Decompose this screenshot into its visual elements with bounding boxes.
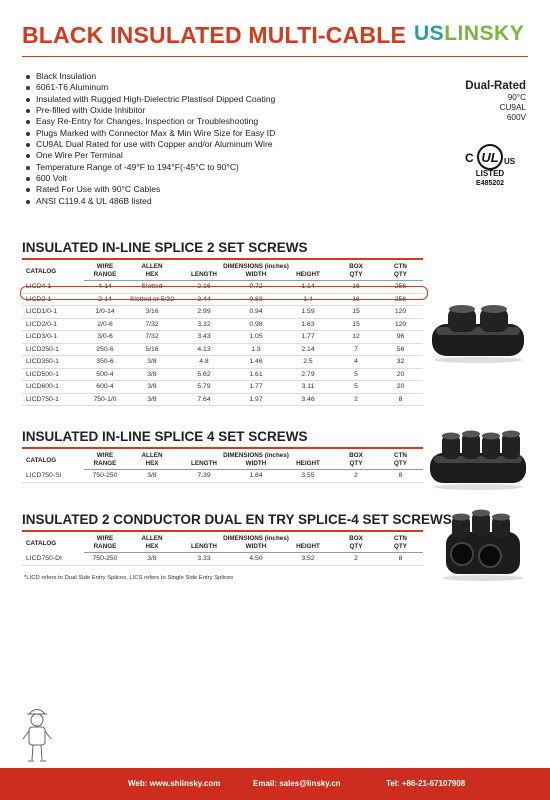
table-cell: 7/32	[126, 331, 178, 344]
table-row	[22, 368, 423, 381]
bullet-icon	[26, 109, 30, 113]
footer-email[interactable]: Email: sales@linsky.cn	[253, 779, 341, 788]
table-cell: 5.79	[178, 381, 230, 394]
col-catalog: CATALOG	[26, 456, 57, 464]
table-cell: 750-250	[84, 470, 126, 483]
table-cell: 4.8	[178, 356, 230, 369]
section-divider	[22, 258, 423, 260]
table-cell: 20	[378, 368, 423, 381]
table-cell: 1.05	[230, 331, 282, 344]
feature-item: Temperature Range of -49°F to 194°F(-45°C to 90°C)	[26, 162, 275, 173]
table-cell: 3/8	[126, 368, 178, 381]
table-cell: 2.16	[178, 281, 230, 294]
svg-text:UL: UL	[481, 150, 499, 165]
col-ctn: CTN	[394, 535, 407, 542]
col-box: BOX	[349, 535, 363, 542]
table-cell: 2	[334, 393, 378, 406]
table-cell: 3/16	[126, 306, 178, 319]
table-cell: 750-250	[84, 553, 126, 566]
table-cell: 2.14	[282, 343, 334, 356]
table-cell: 1.59	[282, 306, 334, 319]
table-cell: 4.13	[178, 343, 230, 356]
rating-line: 90°C	[507, 93, 526, 102]
table-row	[22, 356, 423, 369]
table-cell: 56	[378, 343, 423, 356]
table-cell: 2.99	[178, 306, 230, 319]
feature-item: Rated For Use with 90°C Cables	[26, 184, 275, 195]
highlight-outline	[20, 286, 428, 300]
section-title-dual-entry: INSULATED 2 CONDUCTOR DUAL EN TRY SPLICE-4 SET SCREWS	[22, 512, 452, 527]
bullet-icon	[26, 154, 30, 158]
table-cell: 2	[334, 470, 378, 483]
catalog-cell: LICD350-1	[22, 356, 84, 369]
bullet-icon	[26, 143, 30, 147]
table-row	[22, 306, 423, 319]
table-cell: 3.11	[282, 381, 334, 394]
table-cell: 12	[334, 331, 378, 344]
table-cell: 3.52	[282, 553, 334, 566]
table-cell: 1.4	[282, 293, 334, 306]
table-cell: 3/8	[126, 553, 178, 566]
page-title: BLACK INSULATED MULTI-CABLE	[22, 22, 407, 48]
spec-table-4-screw	[22, 452, 423, 483]
table-cell: 120	[378, 306, 423, 319]
table-cell: 3.33	[178, 553, 230, 566]
footer-tel[interactable]: Tel: +86-21-67107908	[386, 779, 466, 788]
col-wire-sub: RANGE	[84, 543, 126, 553]
table-cell: 1.14	[282, 281, 334, 294]
feature-item: 6061-T6 Aluminum	[26, 82, 275, 93]
table-cell: 15	[334, 318, 378, 331]
table-cell: 1.97	[230, 393, 282, 406]
table-cell: 20	[378, 381, 423, 394]
dual-entry-splice-image	[438, 508, 528, 582]
table-row	[22, 331, 423, 344]
table-cell: 350-6	[84, 356, 126, 369]
col-ctn: CTN	[394, 452, 407, 459]
feature-item: One Wire Per Terminal	[26, 150, 275, 161]
bullet-icon	[26, 188, 30, 192]
table-cell: 8	[378, 470, 423, 483]
catalog-cell: LICD2-1	[22, 293, 84, 306]
table-cell: 3/0-6	[84, 331, 126, 344]
table-cell: 3.55	[282, 470, 334, 483]
bullet-icon	[26, 177, 30, 181]
section-divider	[22, 530, 423, 532]
col-wire: WIRE	[96, 535, 114, 542]
table-cell: 250-6	[84, 343, 126, 356]
catalog-cell: LICD3/0-1	[22, 331, 84, 344]
table-cell: 2/0-6	[84, 318, 126, 331]
section-divider	[22, 447, 423, 449]
spec-table-2-screw	[22, 263, 423, 406]
table-cell: 1.46	[230, 356, 282, 369]
catalog-cell: LICD1/0-1	[22, 306, 84, 319]
bullet-icon	[26, 132, 30, 136]
table-row	[22, 470, 423, 483]
table-cell: 3.46	[282, 393, 334, 406]
table-row	[22, 393, 423, 406]
table-cell: 16	[334, 281, 378, 294]
table-cell: 256	[378, 293, 423, 306]
col-allen-sub: HEX	[126, 271, 178, 281]
table-cell: 256	[378, 281, 423, 294]
brand-logo: USLINSKY	[414, 22, 525, 45]
mascot-worker-icon	[20, 704, 54, 766]
feature-list	[26, 71, 275, 207]
table-cell: 1.77	[282, 331, 334, 344]
col-box-sub: QTY	[334, 543, 378, 553]
col-width: WIDTH	[230, 543, 282, 553]
table-cell: 2.44	[178, 293, 230, 306]
table-cell: 5	[334, 381, 378, 394]
svg-text:E485202: E485202	[475, 180, 505, 186]
feature-item: Easy Re-Entry for Changes, Inspection or Troubleshooting	[26, 116, 275, 127]
catalog-cell: LICD250-1	[22, 343, 84, 356]
col-ctn-sub: QTY	[378, 460, 423, 470]
svg-text:C: C	[465, 151, 474, 165]
table-cell: 3/8	[126, 470, 178, 483]
table-cell: 1.84	[230, 470, 282, 483]
catalog-cell: LICD2/0-1	[22, 318, 84, 331]
table-cell: 4.50	[230, 553, 282, 566]
col-allen-sub: HEX	[126, 543, 178, 553]
table-row	[22, 343, 423, 356]
table-cell: 8	[378, 553, 423, 566]
table-cell: 96	[378, 331, 423, 344]
bullet-icon	[26, 166, 30, 170]
table-cell: 7.64	[178, 393, 230, 406]
table-cell: Slotted or 5/32	[126, 293, 178, 306]
col-allen-sub: HEX	[126, 460, 178, 470]
table-cell: 2.79	[282, 368, 334, 381]
table-cell: 2-14	[84, 293, 126, 306]
spec-table-dual-entry	[22, 535, 423, 566]
table-cell: 15	[334, 306, 378, 319]
table-cell: 750-1/0	[84, 393, 126, 406]
table-cell: 7	[334, 343, 378, 356]
col-box: BOX	[349, 452, 363, 459]
col-box-sub: QTY	[334, 460, 378, 470]
table-cell: 3/8	[126, 356, 178, 369]
col-width: WIDTH	[230, 460, 282, 470]
table-cell: 1.77	[230, 381, 282, 394]
col-height: HEIGHT	[282, 460, 334, 470]
col-catalog: CATALOG	[26, 267, 57, 275]
footnote: *LICD refers to Dual Side Entry Splices, LICS refers to Single Side Entry Splices	[24, 575, 234, 581]
table-cell: 7/32	[126, 318, 178, 331]
table-cell: 5	[334, 368, 378, 381]
col-wire: WIRE	[96, 452, 114, 459]
table-cell: 32	[378, 356, 423, 369]
svg-text:LISTED: LISTED	[475, 169, 505, 178]
col-wire-sub: RANGE	[84, 271, 126, 281]
col-wire: WIRE	[96, 263, 114, 270]
two-screw-splice-image	[428, 302, 528, 364]
table-cell: 8	[378, 393, 423, 406]
section-title-2-screw: INSULATED IN-LINE SPLICE 2 SET SCREWS	[22, 240, 308, 255]
feature-item: Insulated with Rugged High-Dielectric Plastisol Dipped Coating	[26, 94, 275, 105]
catalog-cell: LICD4-1	[22, 281, 84, 294]
catalog-cell: LICD500-1	[22, 368, 84, 381]
col-box: BOX	[349, 263, 363, 270]
table-row	[22, 318, 423, 331]
table-cell: Slotted	[126, 281, 178, 294]
table-cell: 0.94	[230, 306, 282, 319]
table-cell: 2	[334, 553, 378, 566]
rating-line: CU9AL	[499, 103, 526, 112]
catalog-cell: LICD750-SI	[22, 470, 84, 483]
col-allen: ALLEN	[141, 452, 163, 459]
table-cell: 16	[334, 293, 378, 306]
feature-item: 600 Volt	[26, 173, 275, 184]
table-cell: 0.98	[230, 318, 282, 331]
footer-web[interactable]: Web: www.shlinsky.com	[128, 779, 221, 788]
col-length: LENGTH	[178, 271, 230, 281]
rating-block	[465, 79, 526, 123]
catalog-cell: LICD750-1	[22, 393, 84, 406]
col-ctn-sub: QTY	[378, 543, 423, 553]
table-cell: 5/16	[126, 343, 178, 356]
table-cell: 500-4	[84, 368, 126, 381]
table-cell: 1.63	[282, 318, 334, 331]
feature-item: Plugs Marked with Connector Max & Min Wire Size for Easy ID	[26, 128, 275, 139]
col-allen: ALLEN	[141, 535, 163, 542]
table-cell: 600-4	[84, 381, 126, 394]
table-cell: 3/8	[126, 381, 178, 394]
col-height: HEIGHT	[282, 271, 334, 281]
rating-title: Dual-Rated	[465, 80, 526, 92]
catalog-cell: LICD750-DI	[22, 553, 84, 566]
table-cell: 2.5	[282, 356, 334, 369]
table-cell: 120	[378, 318, 423, 331]
table-cell: 0.72	[230, 281, 282, 294]
bullet-icon	[26, 86, 30, 90]
table-cell: 1/0-14	[84, 306, 126, 319]
col-catalog: CATALOG	[26, 539, 57, 547]
bullet-icon	[26, 98, 30, 102]
table-cell: 1.61	[230, 368, 282, 381]
section-title-4-screw: INSULATED IN-LINE SPLICE 4 SET SCREWS	[22, 429, 308, 444]
col-box-sub: QTY	[334, 271, 378, 281]
rating-line: 600V	[506, 113, 526, 122]
col-length: LENGTH	[178, 543, 230, 553]
col-wire-sub: RANGE	[84, 460, 126, 470]
bullet-icon	[26, 75, 30, 79]
catalog-cell: LICD600-1	[22, 381, 84, 394]
table-cell: 7.39	[178, 470, 230, 483]
feature-item: Black Insulation	[26, 71, 275, 82]
table-cell: 0.83	[230, 293, 282, 306]
bullet-icon	[26, 120, 30, 124]
title-divider	[22, 56, 528, 57]
col-length: LENGTH	[178, 460, 230, 470]
col-dimensions: DIMENSIONS (inches)	[223, 452, 289, 459]
table-cell: 4	[334, 356, 378, 369]
table-cell: 3.43	[178, 331, 230, 344]
col-dimensions: DIMENSIONS (inches)	[223, 535, 289, 542]
table-cell: 5.62	[178, 368, 230, 381]
col-height: HEIGHT	[282, 543, 334, 553]
ul-listed-icon	[462, 136, 518, 186]
col-dimensions: DIMENSIONS (inches)	[223, 263, 289, 270]
feature-item: CU9AL Dual Rated for use with Copper and/or Aluminum Wire	[26, 139, 275, 150]
table-cell: 1.3	[230, 343, 282, 356]
svg-text:US: US	[504, 157, 516, 166]
col-ctn: CTN	[394, 263, 407, 270]
table-row	[22, 381, 423, 394]
col-ctn-sub: QTY	[378, 271, 423, 281]
col-allen: ALLEN	[141, 263, 163, 270]
four-screw-splice-image	[428, 425, 528, 491]
feature-item: Pre-filled with Oxide Inhibitor	[26, 105, 275, 116]
feature-item: ANSI C119.4 & UL 486B listed	[26, 196, 275, 207]
table-cell: 3/8	[126, 393, 178, 406]
table-cell: 4-14	[84, 281, 126, 294]
col-width: WIDTH	[230, 271, 282, 281]
table-cell: 3.32	[178, 318, 230, 331]
table-row	[22, 553, 423, 566]
bullet-icon	[26, 200, 30, 204]
